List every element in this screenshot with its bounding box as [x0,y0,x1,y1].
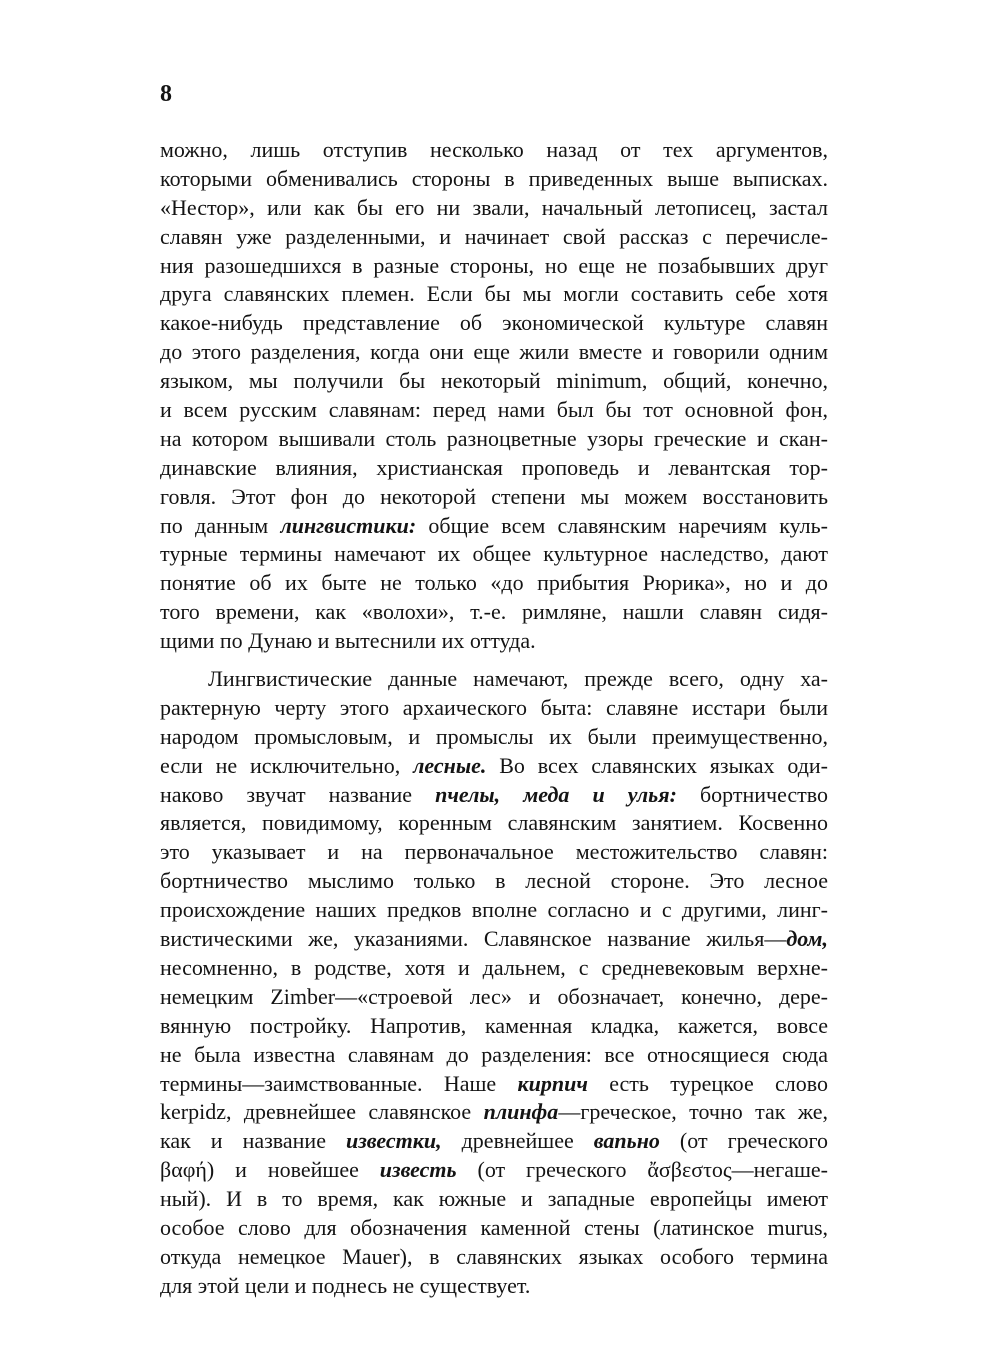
text-line: говля. Этот фон до некоторой степени мы можем восстановить [160,483,828,509]
text-line: наково звучат название пчелы, меда и улья: бортничество [160,781,829,807]
paragraph-gap [160,656,828,665]
text-line: друга славянских племен. Если бы мы могли составить себе хотя [160,281,828,307]
text-line: того времени, как «волохи», т.-е. римляне, нашли славян сидя- [160,599,828,625]
text-line: является, повидимому, коренным славянским занятием. Косвенно [160,810,828,836]
body-text [160,136,828,1301]
text-line: как и название известки, древнейшее вапьно (от греческого [160,1128,828,1154]
text-line: kerpidz, древнейшее славянское плинфа—греческое, точно так же, [160,1099,829,1125]
emphasized-term: кирпич [517,1070,588,1096]
text-line: щими по Дунаю и вытеснили их оттуда. [160,628,536,654]
text-line: «Нестор», или как бы его ни звали, начальный летописец, застал [160,194,828,220]
text-line: динавские влияния, христианская проповедь и левантская тор- [160,454,828,480]
text-line: какое-нибудь представление об экономической культуре славян [160,310,828,336]
text-line: турные термины намечают их общее культурное наследство, дают [160,541,828,567]
text-line: можно, лишь отступив несколько назад от тех аргументов, [160,137,828,162]
text-line: ный). И в то время, как южные и западные европейцы имеют [160,1186,828,1212]
text-line: народом промысловым, и промыслы их были преимущественно, [160,723,828,749]
emphasized-term: пчелы, меда и улья: [435,781,677,807]
text-line: понятие об их быте не только «до прибытия Рюрика», но и до [160,570,828,596]
text-line: и всем русским славянам: перед нами был бы тот основной фон, [160,397,828,423]
emphasized-term: известки, [345,1128,442,1154]
text-line: славян уже разделенными, и начинает свой рассказ с перечисле- [160,223,828,249]
text-line: вистическими же, указаниями. Славянское название жилья—дом, [160,926,828,952]
text-line: рактерную черту этого архаического быта: славяне исстари были [160,694,828,720]
text-line: термины—заимствованные. Наше кирпич есть турецкое слово [160,1070,829,1096]
text-line: происхождение наших предков вполне согласно и с другими, линг- [160,897,828,923]
greek-word: ἄσβεστος [647,1157,732,1183]
page-number: 8 [160,81,172,107]
text-line: βαφή) и новейшее известь (от греческого ἄσβεστος—негаше- [160,1157,828,1183]
text-line: до этого разделения, когда они еще жили вместе и говорили одним [160,339,828,365]
text-line: немецким Zimber—«строевой лес» и обозначает, конечно, дере- [160,983,828,1009]
text-line: если не исключительно, лесные. Во всех славянских языках оди- [160,752,828,778]
text-line: на котором вышивали столь разноцветные узоры греческие и скан- [160,425,828,451]
paragraph-2 [160,665,828,1301]
emphasized-term: плинфа [483,1099,559,1125]
text-line: ния разошедшихся в разные стороны, но еще не позабывших друг [160,252,828,278]
text-line: несомненно, в родстве, хотя и дальнем, с средневековым верхне- [160,954,828,980]
emphasized-term: вапьно [593,1128,660,1154]
text-line: языком, мы получили бы некоторый minimum, общий, конечно, [160,368,828,394]
text-line: которыми обменивались стороны в приведенных выше выписках. [160,165,828,191]
text-line: это указывает и на первоначальное местожительство славян: [160,839,828,865]
text-line: не была известна славянам до разделения: все относящиеся сюда [160,1041,828,1067]
text-line: бортничество мыслимо только в лесной стороне. Это лесное [160,868,828,894]
text-line: особое слово для обозначения каменной стены (латинское murus, [160,1214,828,1240]
text-line: по данным лингвистики: общие всем славянским наречиям куль- [160,512,828,538]
text-line: для этой цели и поднесь не существует. [160,1272,531,1298]
emphasized-term: лингвистики: [280,512,417,538]
text-line: откуда немецкое Mauer), в славянских языках особого термина [160,1243,828,1269]
emphasized-term: известь [379,1157,457,1183]
text-line: Лингвистические данные намечают, прежде всего, одну ха- [208,666,828,692]
emphasized-term: дом, [786,926,828,952]
paragraph-1 [160,136,828,656]
emphasized-term: лесные. [413,752,487,778]
text-line: вянную постройку. Напротив, каменная кладка, кажется, вовсе [160,1012,828,1038]
